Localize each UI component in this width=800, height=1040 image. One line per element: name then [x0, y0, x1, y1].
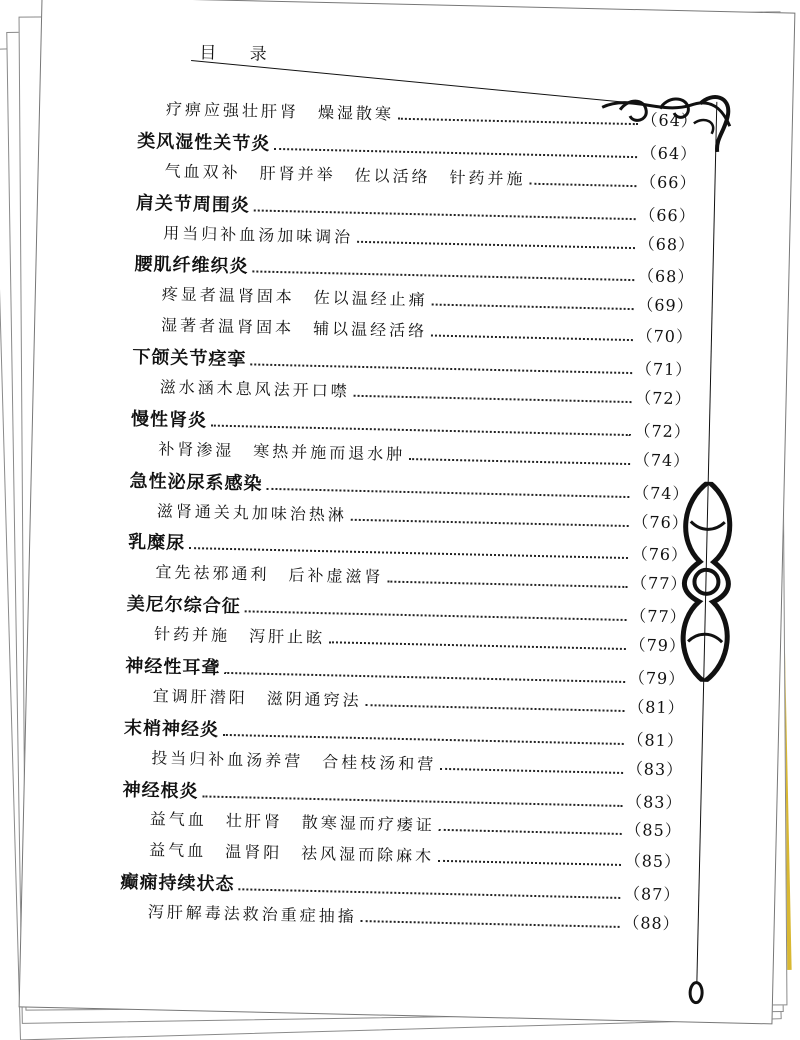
entry-page-number: （79）	[629, 635, 687, 656]
dot-leader	[409, 458, 630, 465]
toc-page	[19, 0, 796, 1024]
entry-page-number: （79）	[628, 668, 686, 689]
entry-title: 湿著者温肾固本 辅以温经活络	[160, 315, 428, 341]
entry-title: 急性泌尿系感染	[129, 470, 263, 495]
entry-title: 乳糜尿	[127, 532, 186, 555]
entry-page-number: （81）	[627, 729, 685, 751]
dot-leader	[431, 335, 633, 342]
entry-title: 宜调肝潜阳 滋阴通窍法	[152, 686, 362, 710]
entry-page-number: （83）	[625, 791, 683, 812]
entry-page-number: （74）	[633, 449, 691, 471]
bottom-ornament-icon	[686, 977, 707, 1007]
entry-page-number: （69）	[637, 295, 694, 316]
entry-title: 美尼尔综合征	[126, 593, 241, 618]
entry-page-number: （85）	[625, 820, 682, 841]
entry-page-number: （76）	[632, 511, 690, 532]
entry-title: 气血双补 肝肾并举 佐以活络 针药并施	[164, 161, 526, 189]
entry-page-number: （66）	[639, 171, 697, 193]
entry-page-number: （77）	[630, 606, 687, 627]
entry-title: 补肾渗湿 寒热并施而退水肿	[158, 439, 406, 464]
entry-title: 宜先祛邪通利 后补虚滋肾	[155, 562, 384, 587]
dot-leader	[361, 920, 620, 928]
entry-page-number: （87）	[623, 884, 681, 905]
dot-leader	[357, 240, 635, 248]
entry-page-number: （68）	[637, 266, 695, 287]
dot-leader	[387, 581, 627, 588]
entry-page-number: （81）	[628, 696, 685, 718]
entry-page-number: （68）	[638, 233, 696, 255]
entry-title: 针药并施 泻肝止眩	[153, 624, 326, 648]
entry-title: 益气血 温肾阳 祛风湿而除麻木	[149, 840, 435, 867]
entry-title: 疗痹应强壮肝肾 燥湿散寒	[165, 99, 395, 124]
entry-title: 益气血 壮肝肾 散寒湿而疗痿证	[149, 809, 436, 836]
entry-page-number: （72）	[635, 388, 692, 409]
entry-page-number: （74）	[632, 482, 690, 504]
entry-title: 腰肌纤维织炎	[134, 254, 249, 278]
dot-leader	[329, 641, 626, 650]
entry-page-number: （77）	[630, 573, 688, 594]
dot-leader	[250, 364, 632, 375]
entry-page-number: （76）	[631, 544, 689, 565]
entry-page-number: （88）	[623, 913, 680, 934]
dot-leader	[432, 304, 634, 311]
entry-page-number: （66）	[639, 204, 696, 226]
entry-title: 投当归补血汤养营 合桂枝汤和营	[151, 747, 437, 774]
entry-title: 慢性肾炎	[130, 408, 208, 432]
entry-page-number: （64）	[640, 143, 698, 164]
dot-leader	[354, 395, 632, 403]
dot-leader	[211, 424, 631, 436]
entry-page-number: （71）	[635, 359, 693, 380]
entry-page-number: （83）	[626, 758, 684, 780]
dot-leader	[438, 860, 621, 866]
entry-title: 类风湿性关节炎	[137, 130, 271, 155]
dot-leader	[398, 118, 638, 125]
dot-leader	[202, 795, 622, 807]
entry-title: 用当归补血汤加味调治	[163, 222, 354, 247]
toc-list	[119, 96, 698, 943]
dot-leader	[224, 672, 625, 683]
dot-leader	[529, 182, 636, 186]
dot-leader	[266, 487, 629, 497]
dot-leader	[245, 611, 627, 622]
dot-leader	[274, 148, 637, 158]
entry-page-number: （85）	[624, 851, 682, 872]
page-header: 目 录	[199, 43, 281, 66]
entry-page-number: （64）	[641, 110, 699, 131]
entry-title: 肩关节周围炎	[135, 192, 251, 217]
entry-title: 泻肝解毒法救治重症抽搐	[147, 902, 357, 927]
dot-leader	[366, 704, 625, 712]
entry-title: 末梢神经炎	[123, 717, 220, 741]
entry-title: 癫痫持续状态	[120, 871, 235, 896]
dot-leader	[189, 548, 628, 560]
dot-leader	[223, 734, 624, 745]
dot-leader	[254, 209, 636, 220]
entry-page-number: （70）	[636, 326, 694, 347]
entry-page-number: （72）	[634, 421, 692, 442]
dot-leader	[252, 271, 634, 282]
header-rule	[191, 60, 629, 103]
entry-title: 神经根炎	[122, 779, 199, 802]
dot-leader	[238, 889, 620, 900]
entry-title: 神经性耳聋	[125, 655, 221, 679]
dot-leader	[351, 518, 629, 526]
dot-leader	[440, 768, 623, 774]
dot-leader	[439, 829, 622, 835]
entry-title: 下颌关节痉挛	[132, 346, 247, 371]
entry-title: 疼显者温肾固本 佐以温经止痛	[161, 284, 428, 310]
entry-title: 滋肾通关丸加味治热淋	[156, 500, 348, 525]
entry-title: 滋水涵木息风法开口噤	[159, 377, 350, 401]
